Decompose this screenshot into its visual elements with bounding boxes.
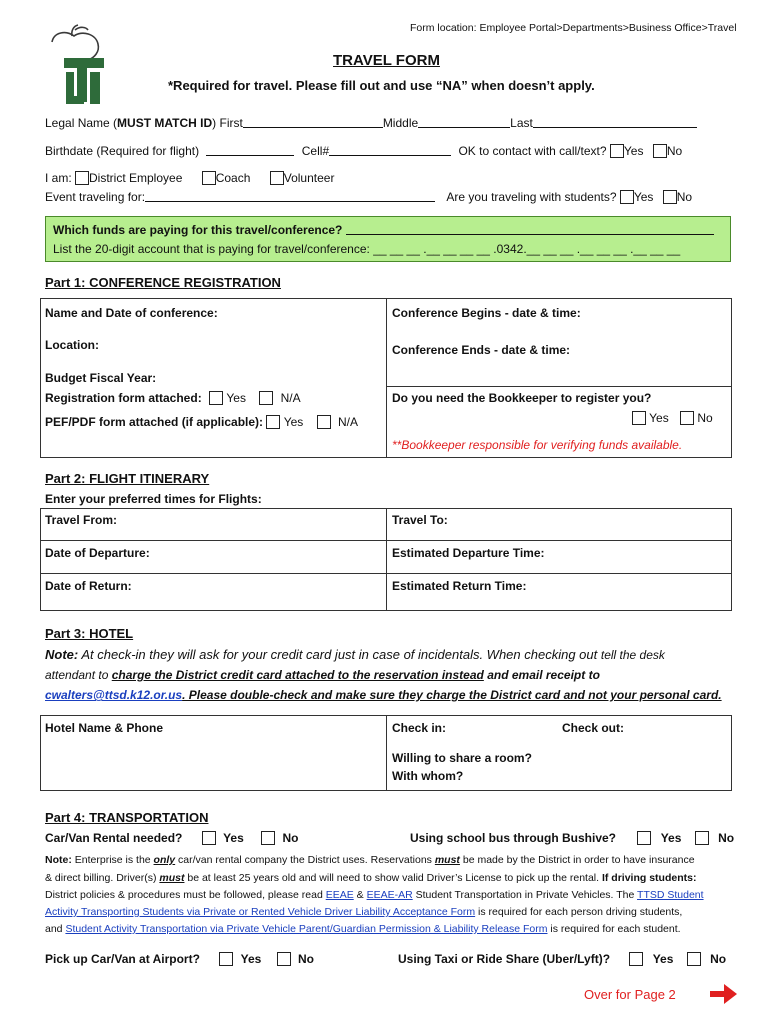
conference-name-label: Name and Date of conference: xyxy=(45,306,218,320)
travel-from-label: Travel From: xyxy=(45,513,118,527)
role-row: I am: District Employee Coach Volunteer xyxy=(45,171,335,185)
account-number-field[interactable]: __ __ __ .__ __ __ __ .0342.__ __ __ .__ __ __ .__ __ __ xyxy=(373,242,681,256)
transport-note-line2: & direct billing. Driver(s) must be at least 25 years old and will need to show valid Driver’s License to pick up the rental. If driving students: xyxy=(45,872,697,884)
with-whom-label: With whom? xyxy=(392,769,464,783)
travel-to-label: Travel To: xyxy=(392,513,448,527)
legal-name-row: Legal Name (MUST MATCH ID) First Middle Last xyxy=(45,116,697,130)
hotel-note-line2: attendant to charge the District credit card attached to the reservation instead and email receipt to xyxy=(45,668,600,682)
email-link[interactable]: cwalters@ttsd.k12.or.us xyxy=(45,688,183,702)
eeae-link[interactable]: EEAE xyxy=(325,889,354,901)
check-out-label: Check out: xyxy=(562,721,625,735)
pef-na-checkbox[interactable] xyxy=(317,415,331,429)
ttsd-student-link[interactable]: TTSD Student xyxy=(637,889,704,901)
form-location: Form location: Employee Portal>Departments>Business Office>Travel xyxy=(410,22,737,34)
bookkeeper-question: Do you need the Bookkeeper to register you? xyxy=(392,391,652,405)
bookkeeper-options: Yes No xyxy=(632,411,713,425)
conference-ends-label: Conference Ends - date & time: xyxy=(392,343,571,357)
pef-yes-checkbox[interactable] xyxy=(266,415,280,429)
students-yes-checkbox[interactable] xyxy=(620,190,634,204)
bus-yes-checkbox[interactable] xyxy=(637,831,651,845)
part1-heading: Part 1: CONFERENCE REGISTRATION xyxy=(45,275,281,290)
departure-date-label: Date of Departure: xyxy=(45,546,150,560)
registration-form-row: Registration form attached: Yes N/A xyxy=(45,391,301,405)
pef-form-row: PEF/PDF form attached (if applicable): Yes N/A xyxy=(45,415,358,429)
taxi-yes-checkbox[interactable] xyxy=(629,952,643,966)
part2-heading: Part 2: FLIGHT ITINERARY xyxy=(45,471,210,486)
bookkeeper-yes-checkbox[interactable] xyxy=(632,411,646,425)
rental-yes-checkbox[interactable] xyxy=(202,831,216,845)
page-title: TRAVEL FORM xyxy=(333,52,440,69)
last-name-field[interactable] xyxy=(533,117,697,128)
funds-field[interactable] xyxy=(346,224,714,235)
registration-yes-checkbox[interactable] xyxy=(209,391,223,405)
taxi-row: Using Taxi or Ride Share (Uber/Lyft)? Yes No xyxy=(398,952,727,966)
page-subtitle: *Required for travel. Please fill out and use “NA” when doesn’t apply. xyxy=(168,78,595,93)
volunteer-checkbox[interactable] xyxy=(270,171,284,185)
bus-row: Using school bus through Bushive? Yes No xyxy=(410,831,735,845)
transport-note-line3: District policies & procedures must be followed, please read EEAE & EEAE-AR Student Transportation in Private Vehicles. The TTSD Student xyxy=(45,889,704,901)
hotel-note-line3: cwalters@ttsd.k12.or.us. Please double-check and make sure they charge the District card and not your personal card. xyxy=(45,688,722,702)
coach-checkbox[interactable] xyxy=(202,171,216,185)
pickup-yes-checkbox[interactable] xyxy=(219,952,233,966)
contact-yes-checkbox[interactable] xyxy=(610,144,624,158)
eeae-ar-link[interactable]: EEAE-AR xyxy=(366,889,413,901)
part4-heading: Part 4: TRANSPORTATION xyxy=(45,810,209,825)
bookkeeper-no-checkbox[interactable] xyxy=(680,411,694,425)
rental-row: Car/Van Rental needed? Yes No xyxy=(45,831,299,845)
birthdate-row: Birthdate (Required for flight) Cell# OK to contact with call/text? Yes No xyxy=(45,144,683,158)
registration-na-checkbox[interactable] xyxy=(259,391,273,405)
district-logo xyxy=(44,24,110,108)
event-field[interactable] xyxy=(145,191,435,202)
return-date-label: Date of Return: xyxy=(45,579,132,593)
part3-heading: Part 3: HOTEL xyxy=(45,626,134,641)
return-time-label: Estimated Return Time: xyxy=(392,579,527,593)
transport-note-line4: Activity Transporting Students via Private or Rented Vehicle Driver Liability Acceptance Form is required for each person driving students, xyxy=(45,906,683,918)
conference-begins-label: Conference Begins - date & time: xyxy=(392,306,581,320)
pickup-no-checkbox[interactable] xyxy=(277,952,291,966)
cell-field[interactable] xyxy=(329,145,451,156)
birthdate-field[interactable] xyxy=(206,145,294,156)
bus-no-checkbox[interactable] xyxy=(695,831,709,845)
hotel-note-line1: Note: At check-in they will ask for your credit card just in case of incidentals. When checking out tell the desk xyxy=(45,647,665,662)
contact-no-checkbox[interactable] xyxy=(653,144,667,158)
district-employee-checkbox[interactable] xyxy=(75,171,89,185)
bookkeeper-note: **Bookkeeper responsible for verifying funds available. xyxy=(392,438,683,452)
transport-note-line5: and Student Activity Transportation via Private Vehicle Parent/Guardian Permission & Liability Release Form is required for each student. xyxy=(45,923,681,935)
driver-liability-form-link[interactable]: Activity Transporting Students via Private or Rented Vehicle Driver Liability Acceptance Form xyxy=(45,906,476,918)
taxi-no-checkbox[interactable] xyxy=(687,952,701,966)
check-in-label: Check in: xyxy=(392,721,447,735)
parent-permission-form-link[interactable]: Student Activity Transportation via Private Vehicle Parent/Guardian Permission & Liability Release Form xyxy=(65,923,548,935)
share-room-label: Willing to share a room? xyxy=(392,751,532,765)
location-label: Location: xyxy=(45,338,99,352)
rental-no-checkbox[interactable] xyxy=(261,831,275,845)
departure-time-label: Estimated Departure Time: xyxy=(392,546,545,560)
budget-label: Budget Fiscal Year: xyxy=(45,371,157,385)
preferred-times-label: Enter your preferred times for Flights: xyxy=(45,492,262,506)
first-name-field[interactable] xyxy=(243,117,383,128)
students-no-checkbox[interactable] xyxy=(663,190,677,204)
arrow-right-icon[interactable] xyxy=(710,983,738,1005)
pickup-row: Pick up Car/Van at Airport? Yes No xyxy=(45,952,314,966)
hotel-name-label: Hotel Name & Phone xyxy=(45,721,164,735)
over-page-label: Over for Page 2 xyxy=(584,987,676,1002)
funds-box: Which funds are paying for this travel/conference? List the 20-digit account that is paying for travel/conference: __ __ __ .__ __ __ __ .0342.__ __ __ .__ __ __ .__ __ __ xyxy=(45,216,731,262)
event-row: Event traveling for: Are you traveling with students? Yes No xyxy=(45,190,693,204)
middle-name-field[interactable] xyxy=(418,117,510,128)
transport-note-line1: Note: Enterprise is the only car/van rental company the District uses. Reservations must be made by the District in order to have insurance xyxy=(45,854,695,866)
